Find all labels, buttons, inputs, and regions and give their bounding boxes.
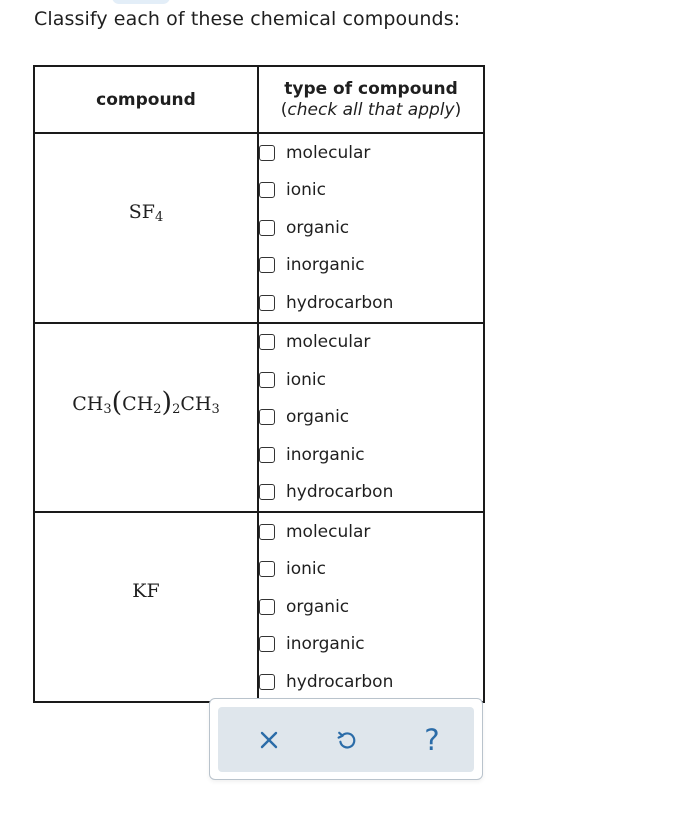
top-tab-decoration	[112, 0, 170, 4]
option-ionic[interactable]	[259, 172, 483, 210]
option-label: hydrocarbon	[286, 671, 394, 692]
checkbox-molecular[interactable]	[259, 524, 275, 540]
option-inorganic[interactable]	[259, 247, 483, 285]
option-label: hydrocarbon	[286, 292, 394, 313]
compound-cell	[34, 133, 258, 323]
checkbox-molecular[interactable]	[259, 145, 275, 161]
compound-row-sf4	[34, 133, 484, 323]
help-icon: ?	[424, 722, 440, 757]
option-label: molecular	[286, 332, 371, 353]
compound-formula-kf: KF	[132, 579, 160, 602]
options-cell	[258, 323, 484, 513]
header-type-title: type of compound	[284, 78, 458, 99]
option-inorganic[interactable]	[259, 436, 483, 474]
checkbox-hydrocarbon[interactable]	[259, 484, 275, 500]
option-label: inorganic	[286, 444, 365, 465]
option-inorganic[interactable]	[259, 626, 483, 664]
classification-table	[33, 65, 485, 703]
option-organic[interactable]	[259, 399, 483, 437]
option-hydrocarbon[interactable]	[259, 284, 483, 322]
checkbox-ionic[interactable]	[259, 182, 275, 198]
option-ionic[interactable]	[259, 551, 483, 589]
option-organic[interactable]	[259, 588, 483, 626]
option-label: ionic	[286, 559, 326, 580]
header-compound: compound	[34, 66, 258, 133]
option-label: ionic	[286, 180, 326, 201]
options-cell	[258, 133, 484, 323]
option-label: ionic	[286, 369, 326, 390]
compound-formula-sf4: $SF_4$	[128, 200, 164, 225]
option-label: molecular	[286, 142, 371, 163]
compound-row-kf	[34, 512, 484, 702]
undo-icon	[335, 728, 359, 752]
option-organic[interactable]	[259, 209, 483, 247]
question-prompt: Classify each of these chemical compounds:	[34, 8, 461, 30]
option-hydrocarbon[interactable]	[259, 663, 483, 701]
option-label: molecular	[286, 521, 371, 542]
option-molecular[interactable]	[259, 324, 483, 362]
checkbox-inorganic[interactable]	[259, 257, 275, 273]
checkbox-organic[interactable]	[259, 599, 275, 615]
compound-cell	[34, 512, 258, 702]
header-type-of-compound	[258, 66, 484, 133]
option-molecular[interactable]	[259, 513, 483, 551]
option-label: organic	[286, 217, 350, 238]
compound-row-butane	[34, 323, 484, 513]
header-type-subtitle: (check all that apply)	[280, 99, 462, 120]
answer-toolbar-panel	[218, 707, 474, 772]
option-label: hydrocarbon	[286, 482, 394, 503]
clear-button[interactable]	[252, 723, 286, 757]
option-ionic[interactable]	[259, 361, 483, 399]
close-icon	[258, 729, 280, 751]
compound-formula-butane: $CH_3(CH_2)_2CH_3$	[72, 386, 220, 418]
compound-cell	[34, 323, 258, 513]
checkbox-inorganic[interactable]	[259, 447, 275, 463]
checkbox-molecular[interactable]	[259, 334, 275, 350]
options-cell	[258, 512, 484, 702]
undo-button[interactable]	[330, 723, 364, 757]
option-label: organic	[286, 407, 350, 428]
checkbox-organic[interactable]	[259, 220, 275, 236]
option-label: inorganic	[286, 255, 365, 276]
answer-toolbar	[209, 698, 483, 780]
option-label: organic	[286, 596, 350, 617]
checkbox-ionic[interactable]	[259, 561, 275, 577]
option-molecular[interactable]	[259, 134, 483, 172]
checkbox-inorganic[interactable]	[259, 636, 275, 652]
checkbox-ionic[interactable]	[259, 372, 275, 388]
option-label: inorganic	[286, 634, 365, 655]
option-hydrocarbon[interactable]	[259, 474, 483, 512]
checkbox-organic[interactable]	[259, 409, 275, 425]
checkbox-hydrocarbon[interactable]	[259, 295, 275, 311]
checkbox-hydrocarbon[interactable]	[259, 674, 275, 690]
help-button[interactable]	[415, 723, 449, 757]
